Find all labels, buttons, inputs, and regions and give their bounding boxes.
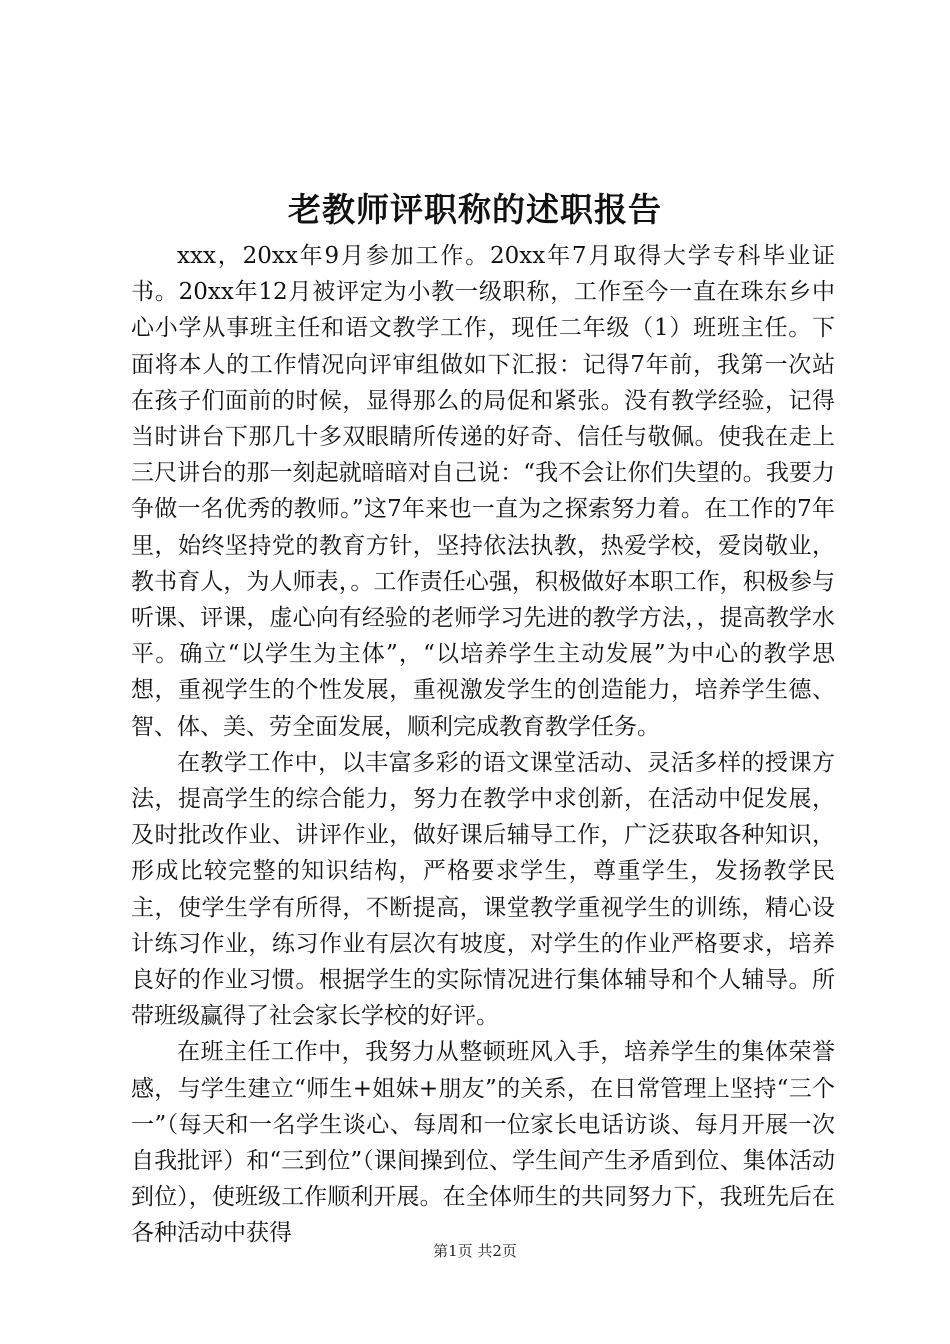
paragraph-2: 在教学工作中，以丰富多彩的语文课堂活动、灵活多样的授课方法，提高学生的综合能力，努力在教学中求创新，在活动中促发展，及时批改作业、讲评作业，做好课后辅导工作，广泛获取各种知识，形成比较完整的知识结构，严格要求学生，尊重学生，发扬教学民主，使学生学有所得，不断提高，课堂教学重视学生的训练，精心设计练习作业，练习作业有层次有坡度，对学生的作业严格要求，培养良好的作业习惯。根据学生的实际情况进行集体辅导和个人辅导。所带班级赢得了社会家长学校的好评。: [131, 749, 835, 1030]
document-body: [131, 238, 835, 1252]
page-number-footer: 第1页 共2页: [433, 1242, 517, 1260]
paragraph-1: xxx，20xx年9月参加工作。20xx年7月取得大学专科毕业证书。20xx年12月被评定为小教一级职称，工作至今一直在珠东乡中心小学从事班主任和语文教学工作，现任二年级（1）班班主任。下面将本人的工作情况向评审组做如下汇报：记得7年前，我第一次站在孩子们面前的时候，显得那么的局促和紧张。没有教学经验，记得当时讲台下那几十多双眼睛所传递的好奇、信任与敬佩。使我在走上三尺讲台的那一刻起就暗暗对自己说：“我不会让你们失望的。我要力争做一名优秀的教师。”这7年来也一直为之探索努力着。在工作的7年里，始终坚持党的教育方针，坚持依法执教，热爱学校，爱岗敬业，教书育人，为人师表，。工作责任心强，积极做好本职工作，积极参与听课、评课，虚心向有经验的老师学习先进的教学方法，，提高教学水平。确立“以学生为主体”，“以培养学生主动发展”为中心的教学思想，重视学生的个性发展，重视激发学生的创造能力，培养学生德、智、体、美、劳全面发展，顺利完成教育教学任务。: [131, 243, 835, 740]
paragraph-3: 在班主任工作中，我努力从整顿班风入手，培养学生的集体荣誉感，与学生建立“师生+姐妹+朋友”的关系，在日常管理上坚持“三个一”（每天和一名学生谈心、每周和一位家长电话访谈、每月开展一次自我批评）和“三到位”（课间操到位、学生间产生矛盾到位、集体活动到位），使班级工作顺利开展。在全体师生的共同努力下，我班先后在各种活动中获得: [131, 1039, 835, 1247]
document-title: 老教师评职称的述职报告: [288, 190, 662, 229]
